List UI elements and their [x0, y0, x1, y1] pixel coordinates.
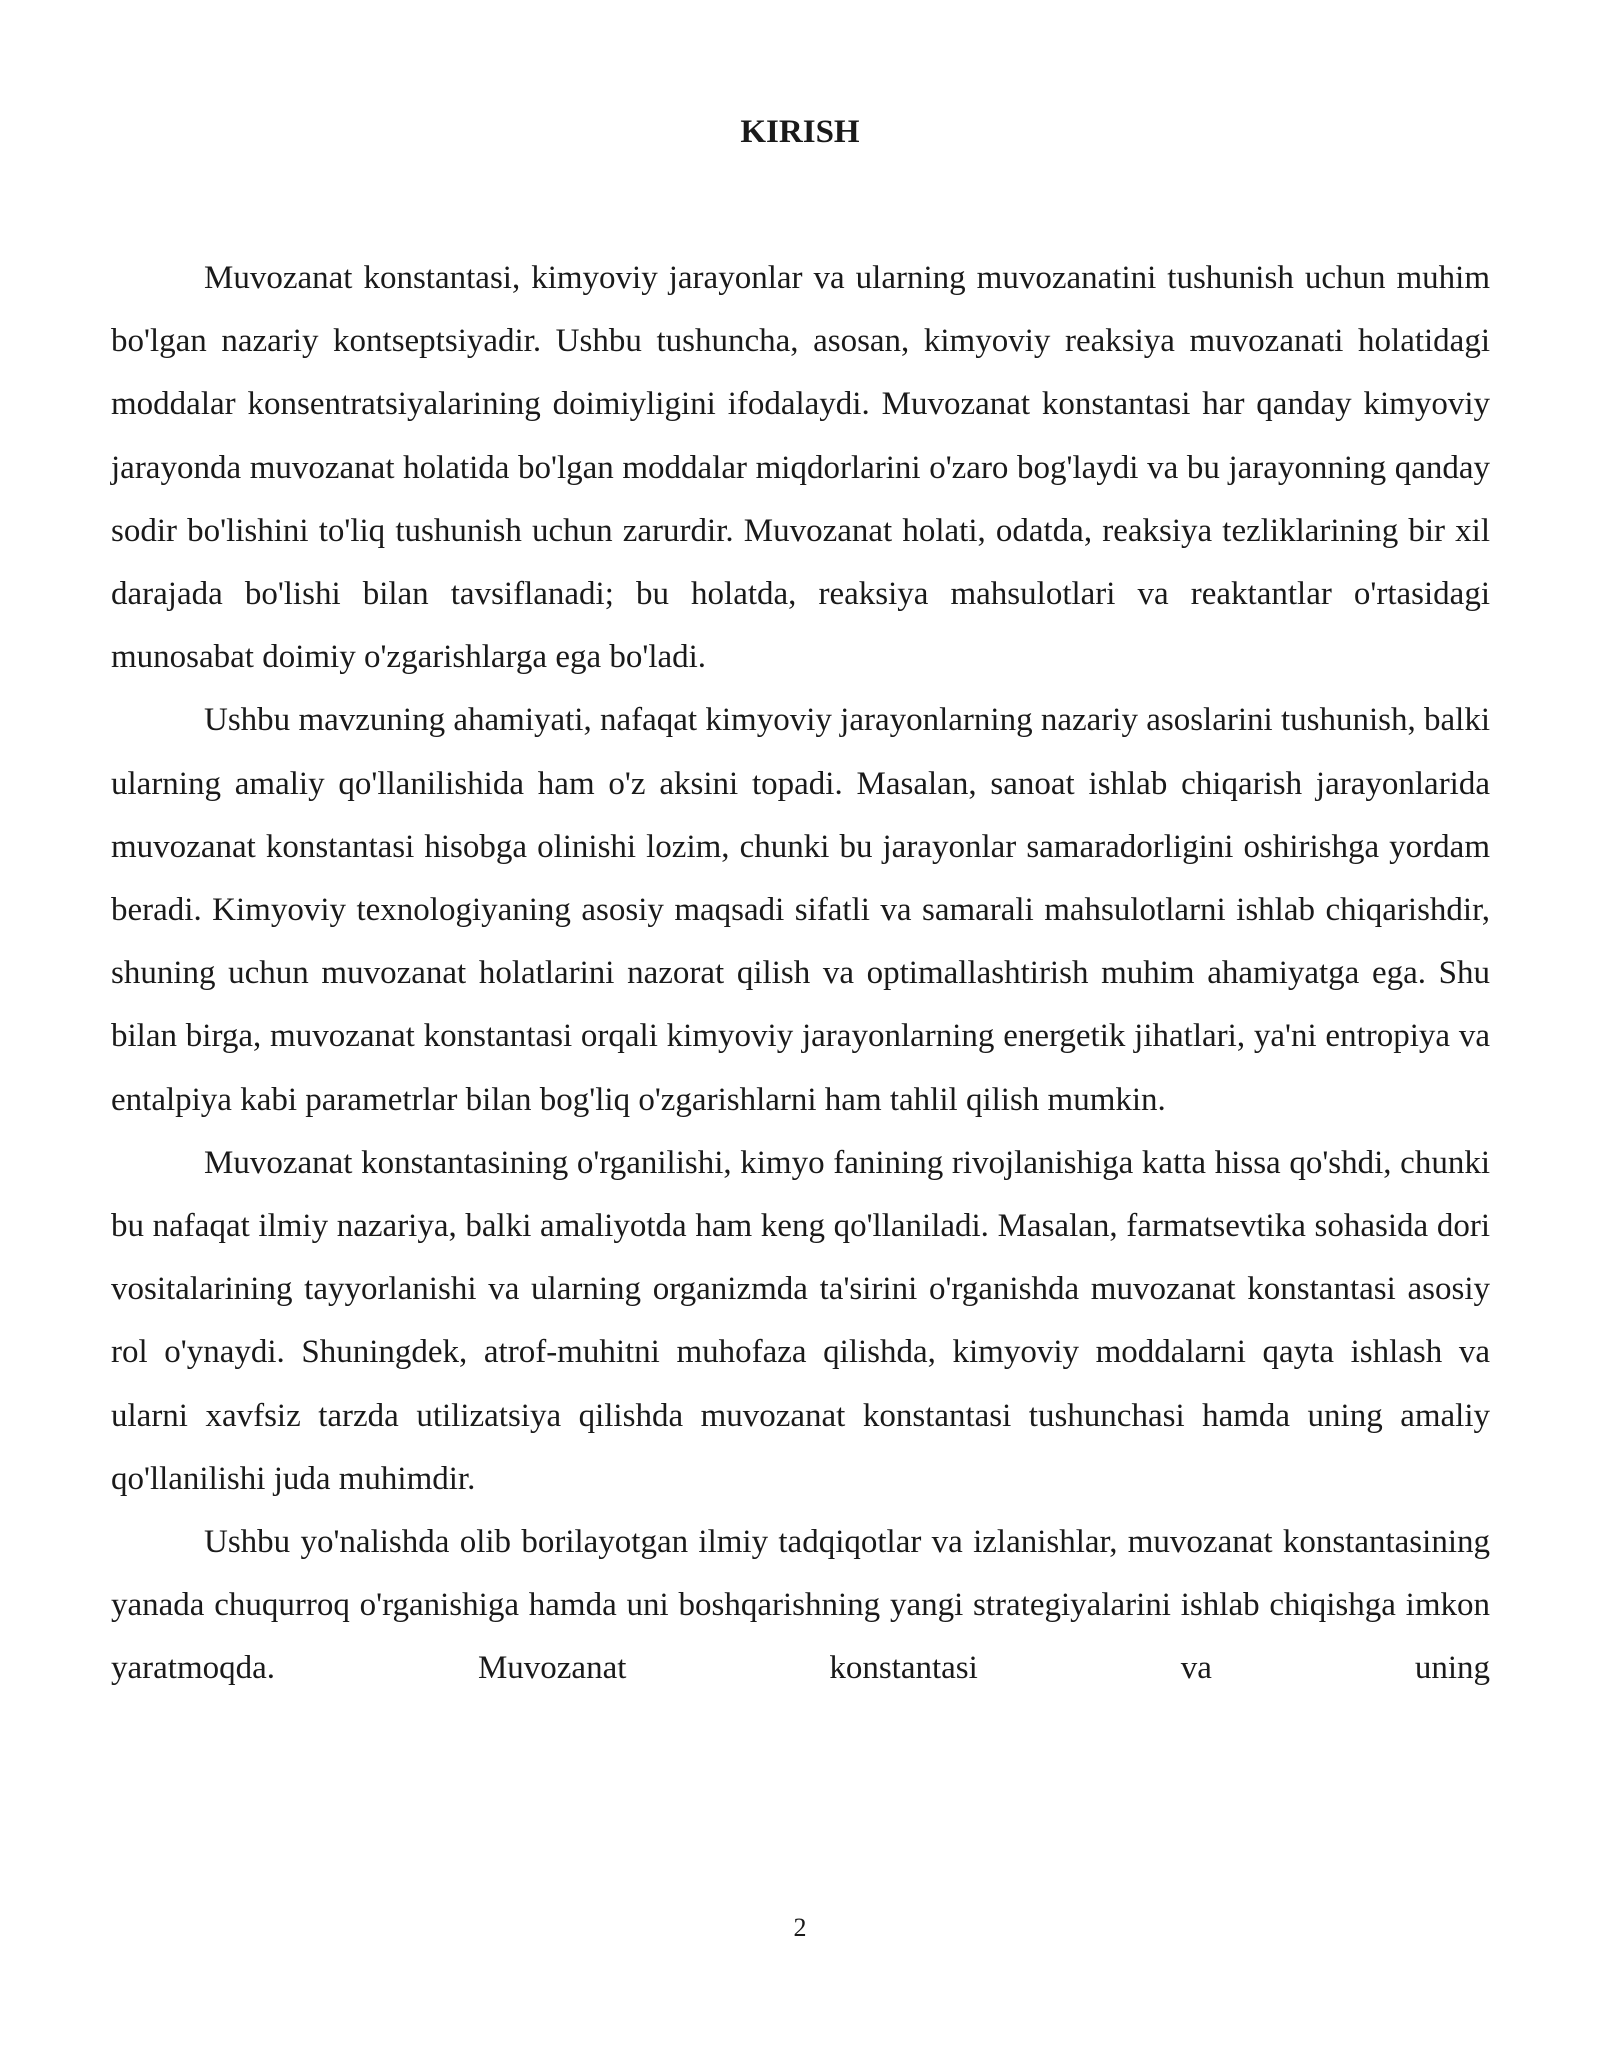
paragraph-1: Muvozanat konstantasi, kimyoviy jarayonlar va ularning muvozanatini tushunish uchun muhim bo'lgan nazariy kontseptsiyadir. Ushbu tushuncha, asosan, kimyoviy reaksiya muvozanati holatidagi moddalar konsentratsiyalarining doimiyligini ifodalaydi. Muvozanat konstantasi har qanday kimyoviy jarayonda muvozanat holatida bo'lgan moddalar miqdorlarini o'zaro bog'laydi va bu jarayonning qanday sodir bo'lishini to'liq tushunish uchun zarurdir. Muvozanat holati, odatda, reaksiya tezliklarining bir xil darajada bo'lishi bilan tavsiflanadi; bu holatda, reaksiya mahsulotlari va reaktantlar o'rtasidagi munosabat doimiy o'zgarishlarga ega bo'ladi. [111, 260, 1490, 676]
paragraph-4: Ushbu yo'nalishda olib borilayotgan ilmiy tadqiqotlar va izlanishlar, muvozanat konstantasining yanada chuqurroq o'rganishiga hamda uni boshqarishning yangi strategiyalarini ishlab chiqishga imkon yaratmoqda. Muvozanat konstantasi va uning [111, 1524, 1490, 1687]
paragraph-3: Muvozanat konstantasining o'rganilishi, kimyo fanining rivojlanishiga katta hissa qo'shdi, chunki bu nafaqat ilmiy nazariya, balki amaliyotda ham keng qo'llaniladi. Masalan, farmatsevtika sohasida dori vositalarining tayyorlanishi va ularning organizmda ta'sirini o'rganishda muvozanat konstantasi asosiy rol o'ynaydi. Shuningdek, atrof-muhitni muhofaza qilishda, kimyoviy moddalarni qayta ishlash va ularni xavfsiz tarzda utilizatsiya qilishda muvozanat konstantasi tushunchasi hamda uning amaliy qo'llanilishi juda muhimdir. [111, 1144, 1490, 1497]
paragraph-2: Ushbu mavzuning ahamiyati, nafaqat kimyoviy jarayonlarning nazariy asoslarini tushunish, balki ularning amaliy qo'llanilishida ham o'z aksini topadi. Masalan, sanoat ishlab chiqarish jarayonlarida muvozanat konstantasi hisobga olinishi lozim, chunki bu jarayonlar samaradorligini oshirishga yordam beradi. Kimyoviy texnologiyaning asosiy maqsadi sifatli va samarali mahsulotlarni ishlab chiqarishdir, shuning uchun muvozanat holatlarini nazorat qilish va optimallashtirish muhim ahamiyatga ega. Shu bilan birga, muvozanat konstantasi orqali kimyoviy jarayonlarning energetik jihatlari, ya'ni entropiya va entalpiya kabi parametrlar bilan bog'liq o'zgarishlarni ham tahlil qilish mumkin. [111, 702, 1490, 1118]
page-number: 2 [793, 1913, 807, 1942]
body-text [111, 247, 1490, 1701]
page-title: KIRISH [740, 114, 860, 150]
